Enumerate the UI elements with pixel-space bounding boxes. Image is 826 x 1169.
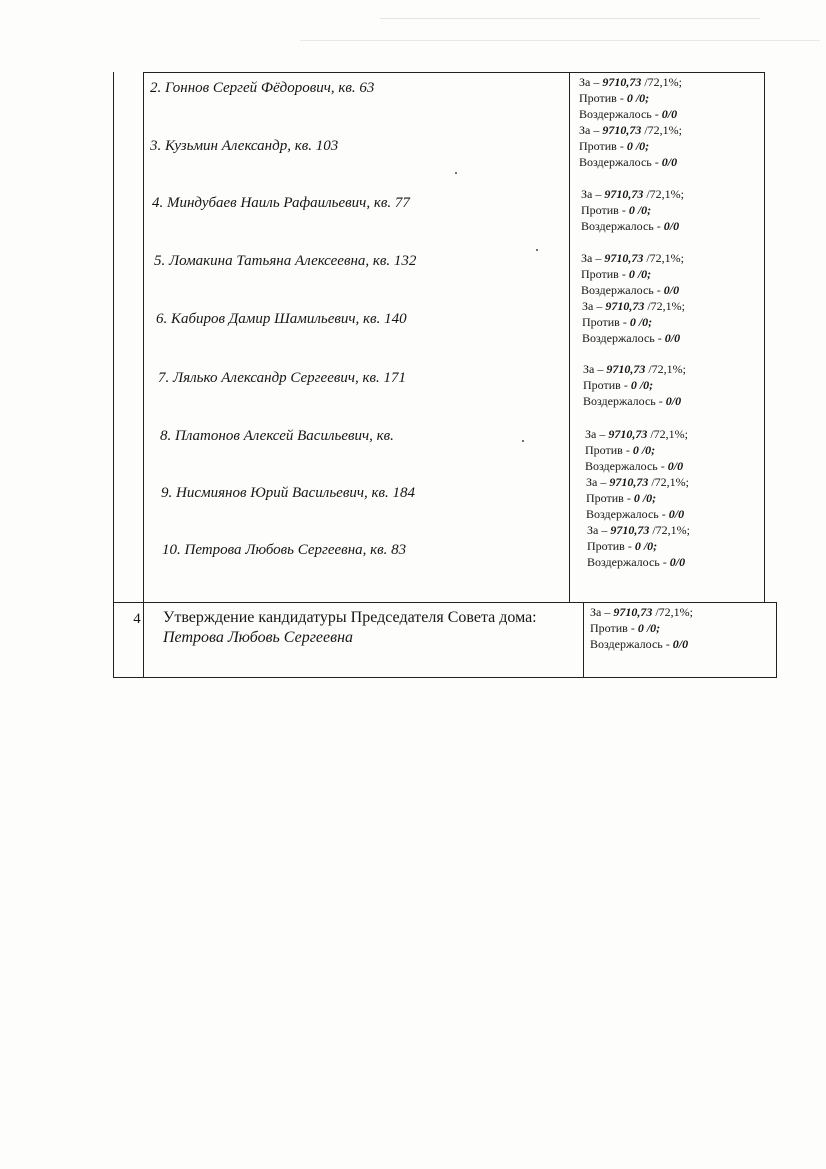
vote-for: За – 9710,73 /72,1%; bbox=[582, 299, 686, 313]
vote-abstain: Воздержалось - 0/0 bbox=[581, 283, 680, 297]
bleed-through-mark bbox=[380, 18, 760, 19]
vote-against: Против - 0 /0; bbox=[590, 621, 661, 635]
scan-speck bbox=[522, 440, 524, 442]
vote-result bbox=[579, 74, 682, 122]
vote-for: За – 9710,73 /72,1%; bbox=[579, 75, 683, 89]
vote-result bbox=[581, 250, 684, 298]
vote-abstain: Воздержалось - 0/0 bbox=[587, 555, 686, 569]
vote-for: За – 9710,73 /72,1%; bbox=[583, 362, 687, 376]
vote-for: За – 9710,73 /72,1%; bbox=[586, 475, 690, 489]
candidate-item: 9. Нисмиянов Юрий Васильевич, кв. 184 bbox=[161, 485, 416, 501]
vote-result bbox=[581, 186, 684, 234]
vote-against: Против - 0 /0; bbox=[581, 203, 652, 217]
vote-for: За – 9710,73 /72,1%; bbox=[581, 187, 685, 201]
vote-abstain: Воздержалось - 0/0 bbox=[581, 219, 680, 233]
vote-abstain: Воздержалось - 0/0 bbox=[579, 107, 678, 121]
candidate-item: 5. Ломакина Татьяна Алексеевна, кв. 132 bbox=[154, 253, 417, 269]
vote-result bbox=[582, 298, 685, 346]
agenda-item-number: 4 bbox=[133, 611, 141, 627]
table-border-right bbox=[764, 72, 765, 602]
vote-result bbox=[579, 122, 682, 170]
scan-speck bbox=[536, 249, 538, 251]
vote-for: За – 9710,73 /72,1%; bbox=[587, 523, 691, 537]
candidate-item: 8. Платонов Алексей Васильевич, кв. bbox=[160, 428, 394, 444]
vote-against: Против - 0 /0; bbox=[579, 139, 650, 153]
vote-for: За – 9710,73 /72,1%; bbox=[585, 427, 689, 441]
agenda-item-title: Утверждение кандидатуры Председателя Совета дома: bbox=[163, 609, 537, 626]
table-border-left bbox=[113, 72, 114, 678]
vote-against: Против - 0 /0; bbox=[583, 378, 654, 392]
candidate-item: 7. Лялько Александр Сергеевич, кв. 171 bbox=[158, 370, 407, 386]
candidate-item: 6. Кабиров Дамир Шамильевич, кв. 140 bbox=[156, 311, 407, 327]
vote-against: Против - 0 /0; bbox=[586, 491, 657, 505]
vote-against: Против - 0 /0; bbox=[581, 267, 652, 281]
vote-abstain: Воздержалось - 0/0 bbox=[585, 459, 684, 473]
vote-result bbox=[590, 604, 693, 652]
vote-result bbox=[585, 426, 688, 474]
vote-abstain: Воздержалось - 0/0 bbox=[590, 637, 689, 651]
vote-for: За – 9710,73 /72,1%; bbox=[590, 605, 694, 619]
vote-for: За – 9710,73 /72,1%; bbox=[581, 251, 685, 265]
vote-result bbox=[587, 522, 690, 570]
vote-against: Против - 0 /0; bbox=[587, 539, 658, 553]
vote-abstain: Воздержалось - 0/0 bbox=[579, 155, 678, 169]
vote-against: Против - 0 /0; bbox=[582, 315, 653, 329]
candidate-item: 4. Миндубаев Наиль Рафаильевич, кв. 77 bbox=[152, 195, 410, 211]
vote-abstain: Воздержалось - 0/0 bbox=[586, 507, 685, 521]
bleed-through-mark bbox=[300, 40, 820, 41]
candidate-item: 10. Петрова Любовь Сергеевна, кв. 83 bbox=[162, 542, 407, 558]
table-divider-result-column bbox=[569, 72, 570, 602]
table-border-bottom bbox=[113, 677, 777, 678]
table-row-separator bbox=[113, 602, 777, 603]
agenda-item-text bbox=[163, 608, 537, 648]
table-border-top bbox=[143, 72, 765, 73]
vote-result bbox=[583, 361, 686, 409]
table-divider-result-column bbox=[583, 602, 584, 678]
candidate-item: 3. Кузьмин Александр, кв. 103 bbox=[150, 138, 339, 154]
vote-against: Против - 0 /0; bbox=[579, 91, 650, 105]
table-divider-number-column bbox=[143, 72, 144, 678]
vote-against: Против - 0 /0; bbox=[585, 443, 656, 457]
scan-speck bbox=[455, 172, 457, 174]
candidate-item: 2. Гоннов Сергей Фёдорович, кв. 63 bbox=[150, 80, 375, 96]
vote-abstain: Воздержалось - 0/0 bbox=[582, 331, 681, 345]
table-border-right bbox=[776, 602, 777, 678]
vote-result bbox=[586, 474, 689, 522]
vote-abstain: Воздержалось - 0/0 bbox=[583, 394, 682, 408]
agenda-item-candidate: Петрова Любовь Сергеевна bbox=[163, 629, 354, 646]
vote-for: За – 9710,73 /72,1%; bbox=[579, 123, 683, 137]
